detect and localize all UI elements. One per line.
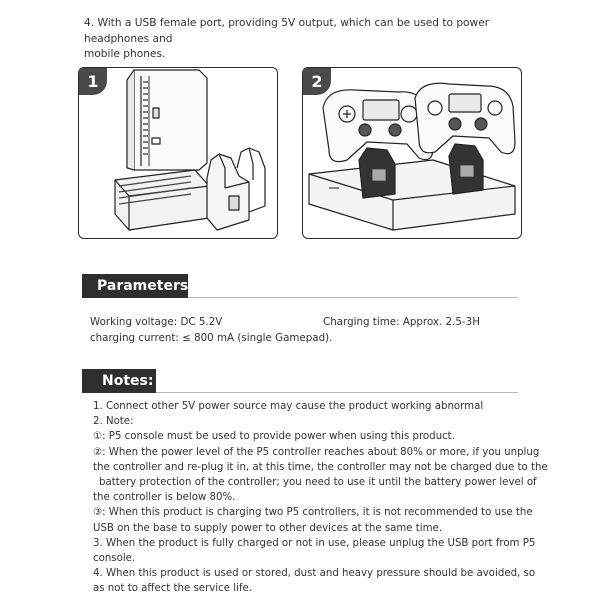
section-divider: [156, 392, 518, 393]
console-stand-illustration: [79, 68, 277, 238]
note-line: 2. Note:: [93, 416, 134, 428]
illustration-panel-1: [78, 67, 278, 239]
parameters-right-column: [323, 315, 480, 331]
parameters-heading: Parameters:: [82, 274, 188, 298]
note-line: USB on the base to supply power to other devices at the same time.: [93, 522, 443, 534]
section-divider: [188, 297, 518, 298]
notes-heading: Notes:: [82, 369, 156, 393]
panel-number-badge: 1: [79, 68, 107, 95]
note-line: 3. When the product is fully charged or not in use, please unplug the USB port from P5: [93, 537, 536, 549]
charging-time-text: Charging time: Approx. 2.5-3H: [323, 316, 480, 328]
controllers-charging-illustration: [303, 68, 521, 238]
working-voltage-text: Working voltage: DC 5.2V: [90, 316, 223, 328]
note-line: console.: [93, 553, 136, 565]
note-line: ③: When this product is charging two P5 controllers, it is not recommended to use the: [93, 507, 533, 519]
note-line: the controller is below 80%.: [93, 492, 236, 504]
illustration-panel-2: [302, 67, 522, 239]
note-line: ①: P5 console must be used to provide power when using this product.: [93, 431, 455, 443]
charging-current-text: charging current: ≤ 800 mA (single Gamepad).: [90, 331, 333, 344]
note-line: 1. Connect other 5V power source may cause the product working abnormal: [93, 401, 484, 412]
note-line: ②: When the power level of the P5 controller reaches about 80% or more, if you unplug: [93, 446, 540, 458]
parameters-left-column: [90, 315, 332, 346]
intro-line: mobile phones.: [84, 48, 166, 60]
panel-number-badge: 2: [303, 68, 331, 95]
note-line: as not to affect the service life.: [93, 583, 252, 595]
intro-text: [84, 16, 524, 63]
note-line: battery protection of the controller; you need to use it until the battery power level of: [99, 477, 537, 489]
notes-list: [93, 399, 548, 597]
note-line: 4. When this product is used or stored, dust and heavy pressure should be avoided, so: [93, 568, 536, 580]
note-line: the controller and re-plug it in, at this time, the controller may not be charged due to the: [93, 461, 548, 473]
intro-line: 4. With a USB female port, providing 5V output, which can be used to power headphones and: [84, 17, 490, 45]
